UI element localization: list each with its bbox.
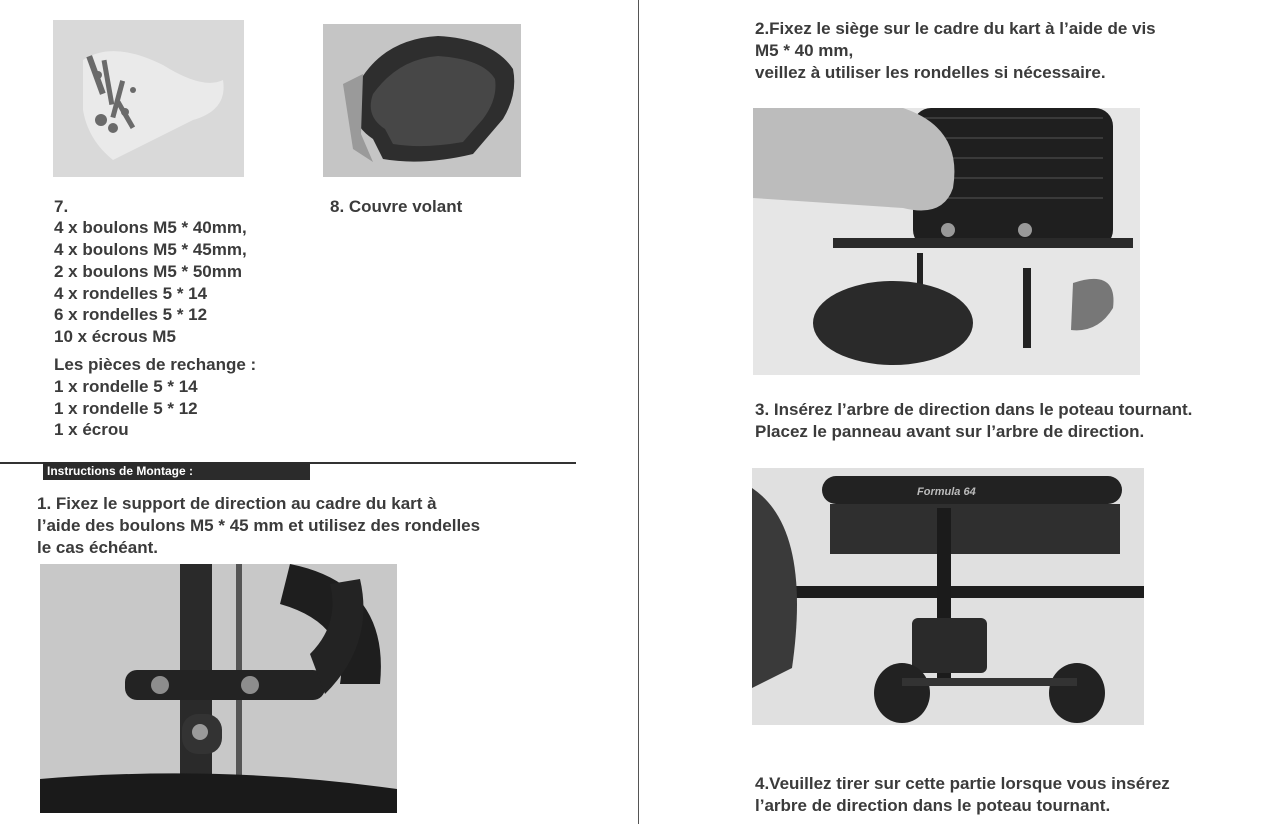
step3-line-1: 3. Insérez l’arbre de direction dans le poteau tournant. <box>755 400 1193 419</box>
bolts-bag-photo <box>53 20 244 177</box>
step3-line-2: Placez le panneau avant sur l’arbre de direction. <box>755 422 1145 441</box>
step1-line-1: 1. Fixez le support de direction au cadre du kart à <box>37 494 437 513</box>
step4-line-2: l’arbre de direction dans le poteau tournant. <box>755 796 1111 815</box>
item7-line-6: 10 x écrous M5 <box>54 327 176 346</box>
steering-support-photo <box>40 564 397 813</box>
item7-line-1: 4 x boulons M5 * 40mm, <box>54 218 247 237</box>
step4-line-1: 4.Veuillez tirer sur cette partie lorsque vous insérez <box>755 774 1170 793</box>
front-panel-lettering: Formula 64 <box>917 486 976 498</box>
step1-line-2: l’aide des boulons M5 * 45 mm et utilisez des rondelles <box>37 516 481 535</box>
steering-shaft-photo <box>752 468 1144 725</box>
spare-part-1: 1 x rondelle 5 * 14 <box>54 377 198 396</box>
step1-line-3: le cas échéant. <box>37 538 158 557</box>
step2-line-1: 2.Fixez le siège sur le cadre du kart à l’aide de vis <box>755 19 1156 38</box>
step2-line-2: M5 * 40 mm, <box>755 41 854 60</box>
step2-line-3: veillez à utiliser les rondelles si nécessaire. <box>755 63 1106 82</box>
spare-part-2: 1 x rondelle 5 * 12 <box>54 399 198 418</box>
page-divider <box>638 0 639 824</box>
item7-line-3: 2 x boulons M5 * 50mm <box>54 262 242 281</box>
assembly-instructions-tag: Instructions de Montage : <box>43 462 310 480</box>
item7-number: 7. <box>54 197 69 216</box>
spare-part-3: 1 x écrou <box>54 420 129 439</box>
item8-label: 8. Couvre volant <box>330 197 463 216</box>
seat-mounting-photo <box>753 108 1140 375</box>
steering-wheel-cover-photo <box>323 24 521 177</box>
item7-line-4: 4 x rondelles 5 * 14 <box>54 284 208 303</box>
spare-parts-title: Les pièces de rechange : <box>54 355 257 374</box>
item7-line-5: 6 x rondelles 5 * 12 <box>54 305 208 324</box>
item7-line-2: 4 x boulons M5 * 45mm, <box>54 240 247 259</box>
